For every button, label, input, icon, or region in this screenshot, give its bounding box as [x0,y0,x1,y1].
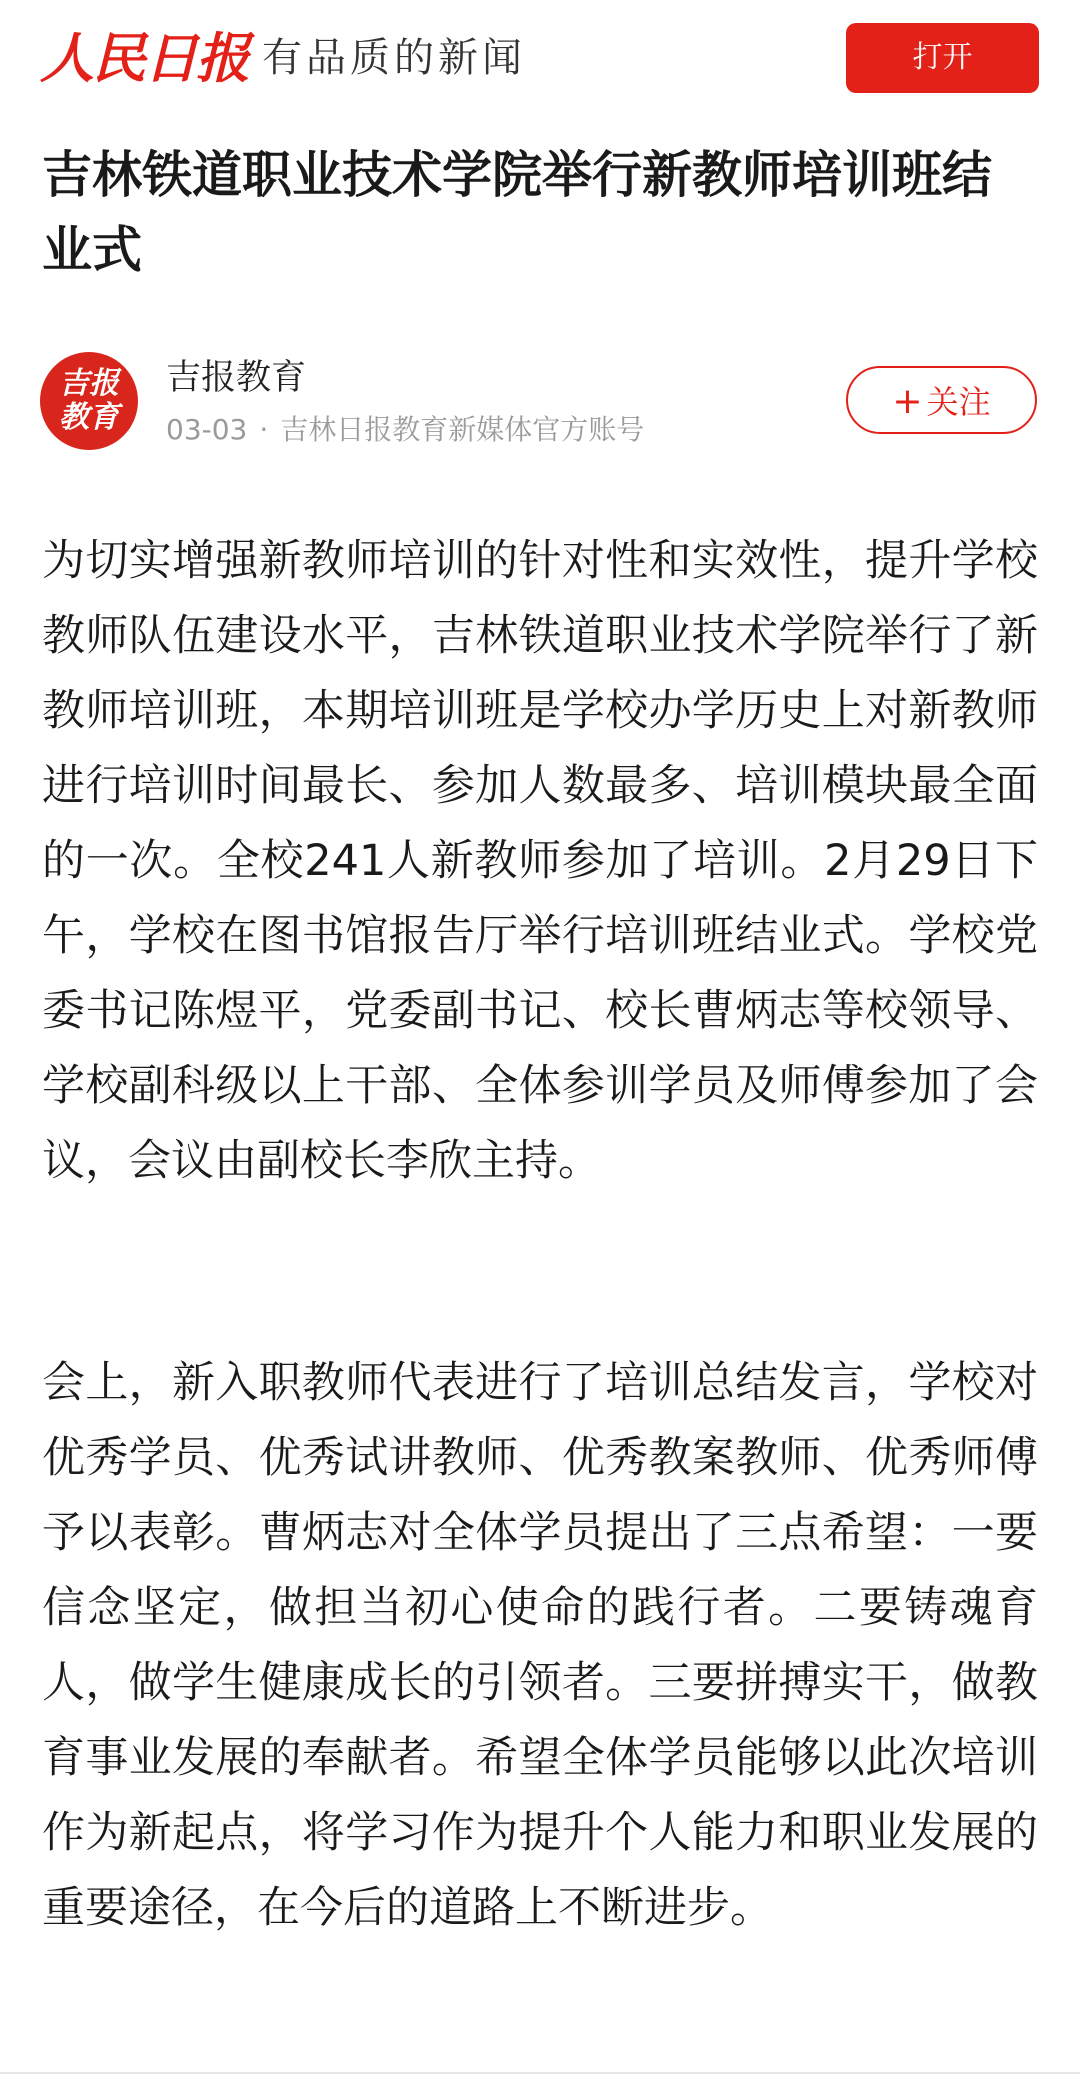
brand-slogan: 有品质的新闻 [262,35,526,81]
author-meta [166,410,644,450]
author-description: 吉林日报教育新媒体官方账号 [280,413,645,446]
author-avatar[interactable] [40,352,138,450]
follow-label: 关注 [926,383,991,421]
avatar-text-top: 吉报 [59,366,119,401]
publish-date: 03-03 [166,413,248,446]
plus-icon: + [892,381,923,422]
article-paragraph: 会上，新入职教师代表进行了培训总结发言，学校对优秀学员、优秀试讲教师、优秀教案教师、优秀师傅予以表彰。曹炳志对全体学员提出了三点希望：一要信念坚定，做担当初心使命的践行者。二要铸魂育人，做学生健康成长的引领者。三要拼搏实干，做教育事业发展的奉献者。希望全体学员能够以此次培训作为新起点，将学习作为提升个人能力和职业发展的重要途径，在今后的道路上不断进步。 [42,1358,1038,1933]
article-paragraph: 为切实增强新教师培训的针对性和实效性，提升学校教师队伍建设水平，吉林铁道职业技术学院举行了新教师培训班，本期培训班是学校办学历史上对新教师进行培训时间最长、参加人数最多、培训模块最全面的一次。全校241人新教师参加了培训。2月29日下午，学校在图书馆报告厅举行培训班结业式。学校党委书记陈煜平，党委副书记、校长曹炳志等校领导、学校副科级以上干部、全体参训学员及师傅参加了会议，会议由副校长李欣主持。 [42,536,1038,1186]
open-app-button[interactable]: 打开 [846,23,1039,93]
top-bar [0,0,1080,120]
article-title: 吉林铁道职业技术学院举行新教师培训班结业式 [42,146,992,279]
avatar-text-bottom: 教育 [59,400,119,435]
author-name[interactable]: 吉报教育 [166,358,307,398]
follow-button[interactable] [846,366,1037,434]
meta-separator: · [259,413,269,446]
brand-logo[interactable]: 人民日报 [40,26,248,90]
divider [0,2072,1080,2074]
